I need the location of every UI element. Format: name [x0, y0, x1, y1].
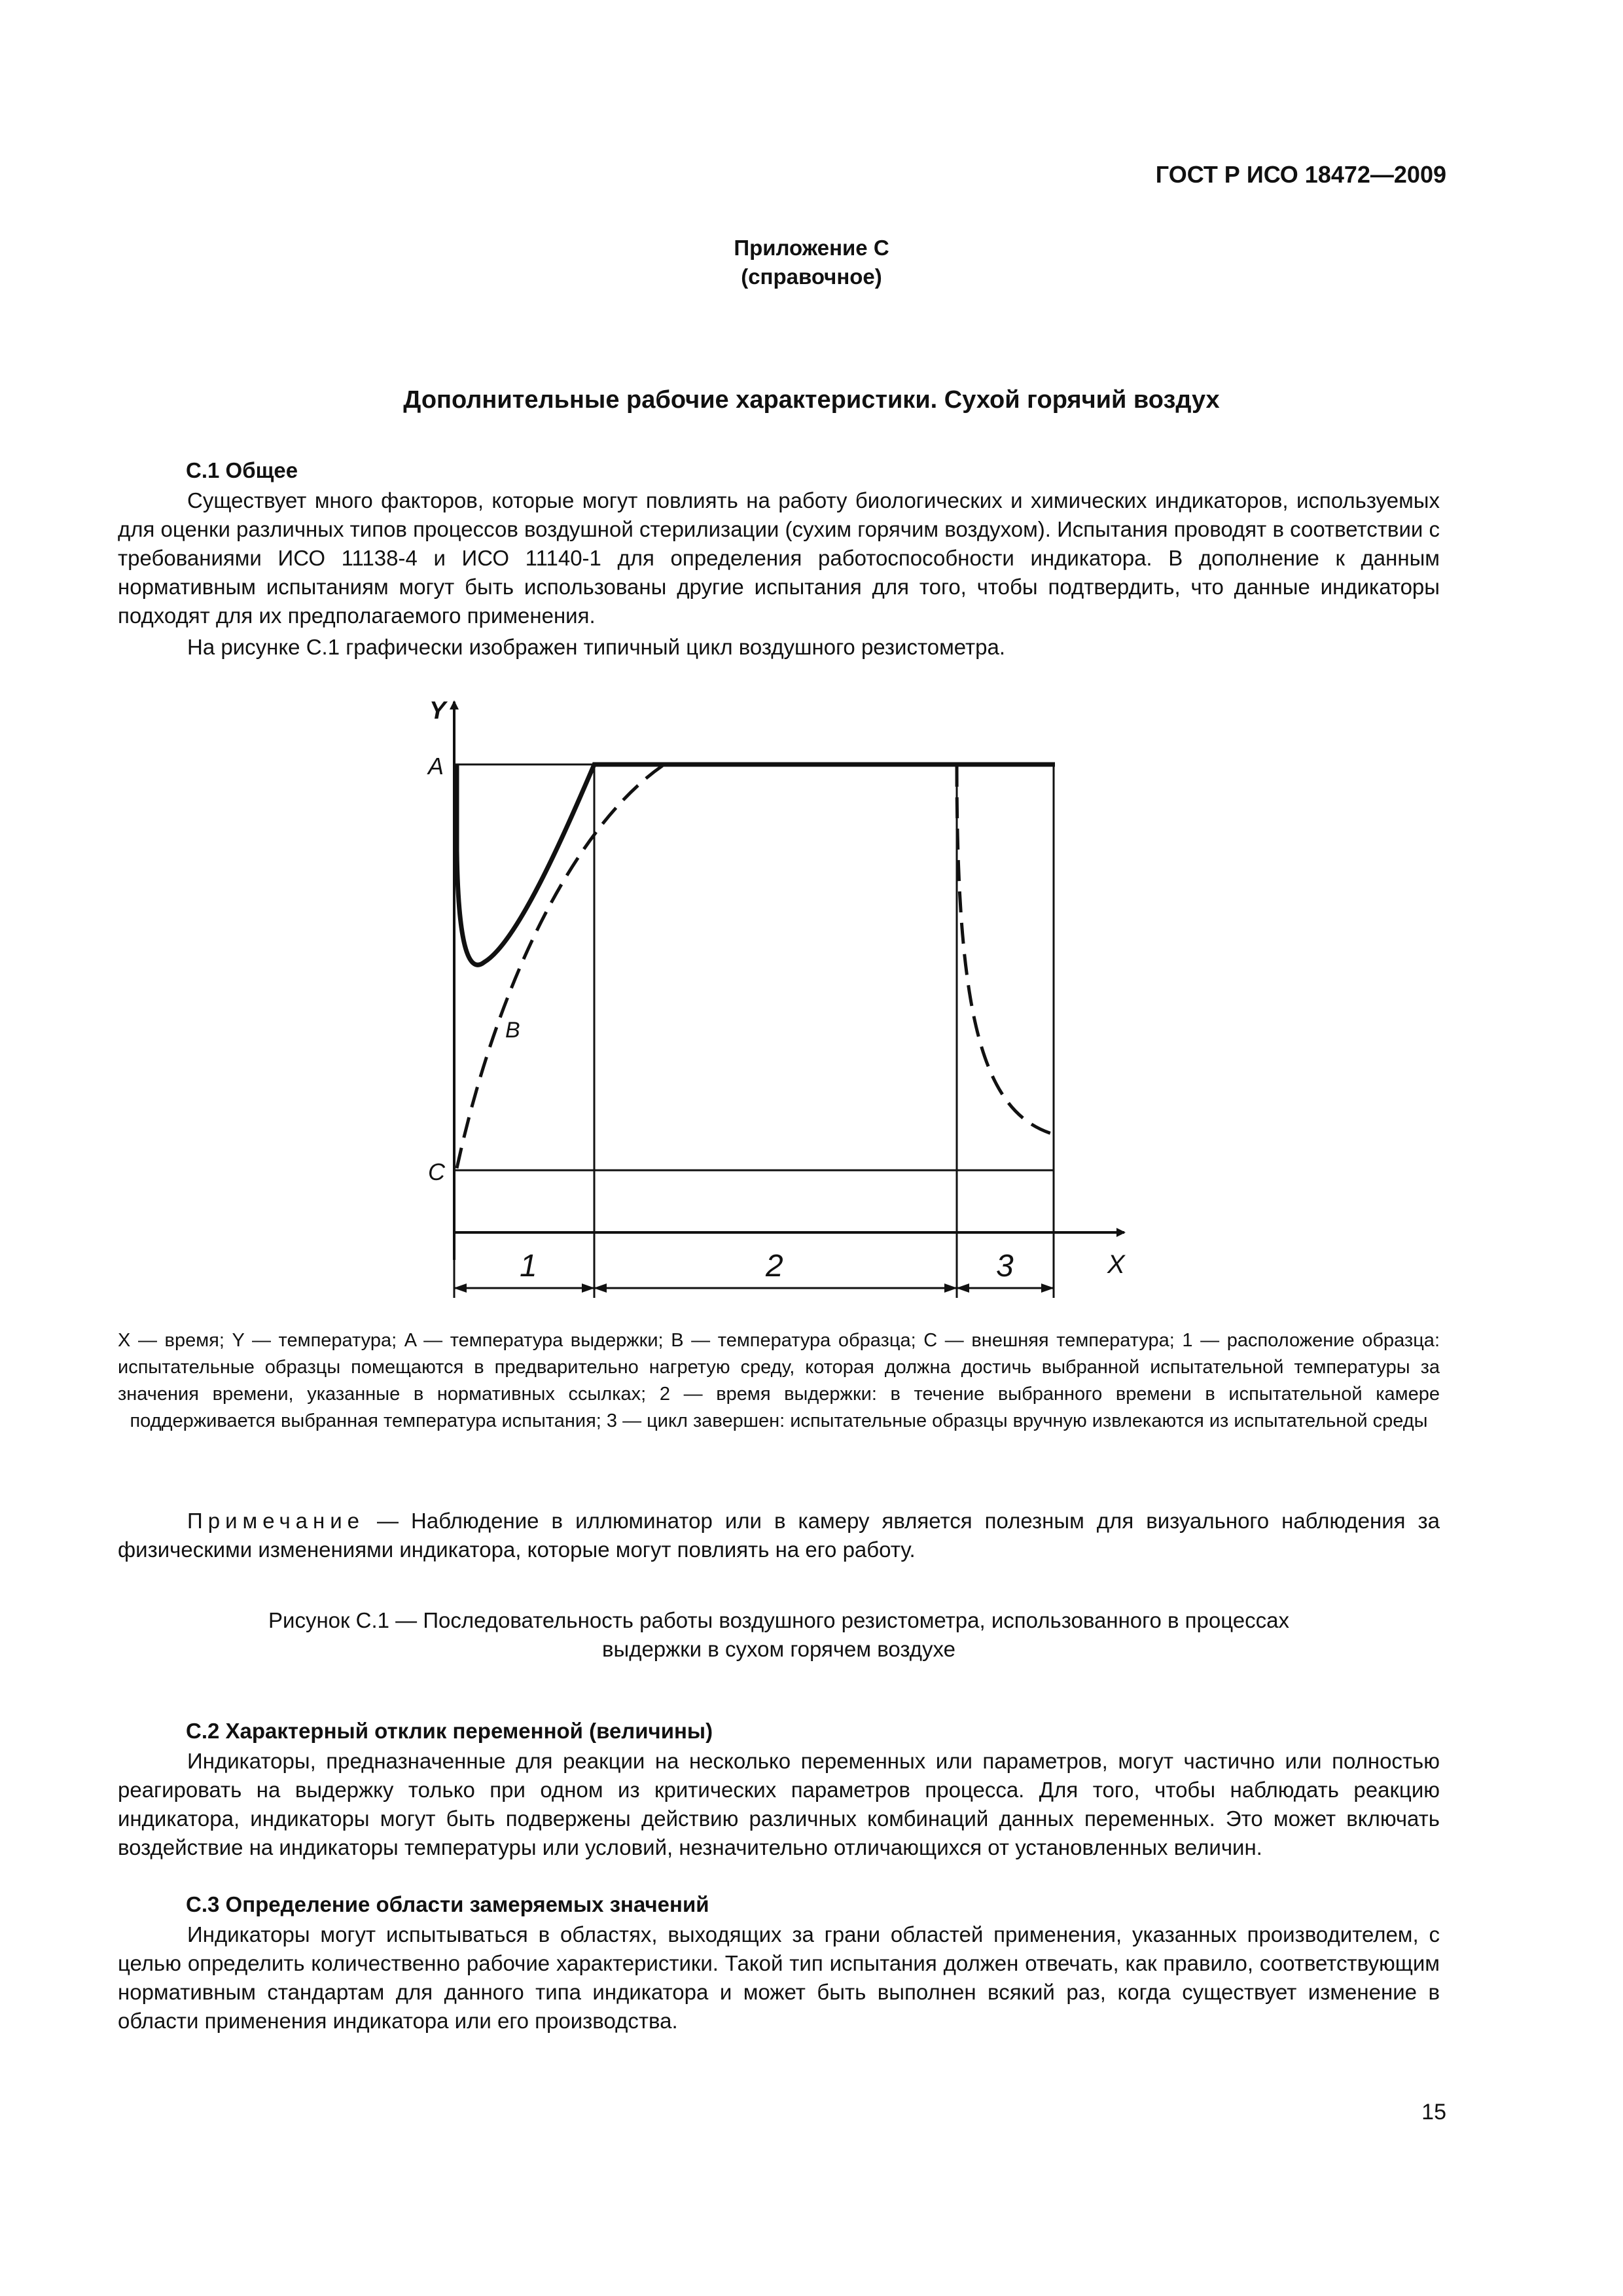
segment-3-label: 3	[996, 1249, 1014, 1283]
chamber-temperature-curve	[457, 764, 1055, 965]
page-number: 15	[1421, 2100, 1446, 2125]
note-text: — Наблюдение в иллюминатор или в камеру является полезным для визуального наблюдения за физическими изменениями индикатора, которые могут повлиять на его работу.	[118, 1509, 1440, 1562]
y-axis-label: Y	[429, 697, 446, 725]
segment-1-label: 1	[520, 1249, 537, 1283]
cooling-curve	[957, 766, 1054, 1134]
figure-title-line-1: Рисунок С.1 — Последовательность работы воздушного резистометра, использованного в процессах	[268, 1608, 1289, 1632]
section-c1-heading: С.1 Общее	[186, 458, 298, 482]
figure-title-line-2: выдержки в сухом горячем воздухе	[601, 1637, 956, 1661]
figure-caption: X — время; Y — температура; A — температура выдержки; B — температура образца; C — внешняя температура; 1 — расположение образца: испытательные образцы помещаются в предварительно нагретую среду, которая должна достичь выбранной испытательной температуры за значения времени, указанные в нормативных ссылках; 2 — время выдержки: в течение выбранного времени в испытательной камере поддерживается выбранная температура испытания; 3 — цикл завершен: испытательные образцы вручную извлекаются из испытательной среды	[118, 1330, 1440, 1431]
figure-note	[118, 1507, 1440, 1564]
standard-designation: ГОСТ Р ИСО 18472—2009	[1155, 161, 1446, 188]
section-c1-paragraph-2: На рисунке С.1 графически изображен типичный цикл воздушного резистометра.	[187, 635, 1006, 659]
label-b: B	[505, 1018, 520, 1043]
note-label: Примечание	[187, 1509, 365, 1533]
section-c2-heading: С.2 Характерный отклик переменной (величины)	[186, 1719, 713, 1743]
section-c1-paragraph-1: Существует много факторов, которые могут повлиять на работу биологических и химических индикаторов, используемых для оценки различных типов процессов воздушной стерилизации (сухим горячим воздухом). Испытания проводят в соответствии с требованиями ИСО 11138-4 и ИСО 11140-1 для определения работоспособности индикатора. В дополнение к данным нормативным испытаниям могут быть использованы другие испытания для того, чтобы подтвердить, что данные индикаторы подходят для их предполагаемого применения.	[118, 488, 1440, 628]
sample-temperature-curve-b	[457, 764, 664, 1168]
document-title: Дополнительные рабочие характеристики. Сухой горячий воздух	[403, 386, 1220, 414]
annex-title: Приложение С	[734, 236, 889, 260]
section-c3-heading: С.3 Определение области замеряемых значений	[186, 1892, 709, 1916]
segment-2-label: 2	[766, 1249, 783, 1283]
x-axis-label: X	[1107, 1250, 1125, 1279]
section-c3-paragraph-1: Индикаторы могут испытываться в областях, выходящих за грани областей применения, указанных производителем, с целью определить количественно рабочие характеристики. Такой тип испытания должен отвечать, как правило, соответствующим нормативным стандартам для данного типа индикатора и может быть выполнен всякий раз, когда существует изменение в области применения индикатора или его производства.	[118, 1922, 1440, 2033]
annex-status: (справочное)	[741, 264, 882, 289]
label-a: A	[428, 753, 444, 780]
section-c2-paragraph-1: Индикаторы, предназначенные для реакции на несколько переменных или параметров, могут частично или полностью реагировать на выдержку только при одном из критических параметров процесса. Для того, чтобы наблюдать реакцию индикатора, индикаторы могут быть подвержены действию различных комбинаций данных переменных. Это может включать воздействие на индикаторы температуры или условий, незначительно отличающихся от установленных величин.	[118, 1749, 1440, 1859]
label-c: C	[428, 1158, 445, 1185]
